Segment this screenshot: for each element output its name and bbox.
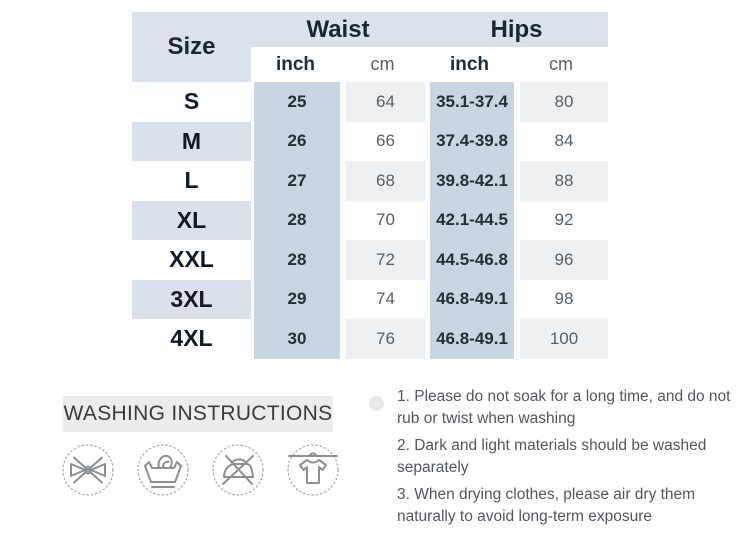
do-not-iron-icon bbox=[212, 444, 264, 496]
hand-wash-icon bbox=[137, 444, 189, 496]
waist-cm-cell: 70 bbox=[340, 201, 425, 241]
hips-cm-cell: 92 bbox=[514, 201, 608, 241]
hips-cm-cell: 98 bbox=[514, 280, 608, 320]
size-table bbox=[132, 12, 608, 359]
size-cell: M bbox=[132, 122, 251, 162]
waist-cm-cell: 68 bbox=[340, 161, 425, 201]
instruction-item-2: 2. Dark and light materials should be washed separately bbox=[397, 437, 707, 476]
size-cell: 4XL bbox=[132, 319, 251, 359]
waist-inch-cell: 25 bbox=[251, 82, 340, 122]
hips-cm-header: cm bbox=[514, 47, 608, 82]
do-not-wring-icon bbox=[62, 444, 114, 496]
waist-inch-cell: 30 bbox=[251, 319, 340, 359]
waist-inch-cell: 28 bbox=[251, 240, 340, 280]
instructions-bullet-dot bbox=[369, 396, 384, 411]
hips-inch-cell: 46.8-49.1 bbox=[425, 280, 514, 320]
care-instructions-text bbox=[397, 386, 737, 533]
waist-inch-cell: 28 bbox=[251, 201, 340, 241]
size-cell: L bbox=[132, 161, 251, 201]
waist-inch-header: inch bbox=[251, 47, 340, 82]
hips-inch-cell: 39.8-42.1 bbox=[425, 161, 514, 201]
hips-cm-cell: 80 bbox=[514, 82, 608, 122]
waist-group-header: Waist bbox=[251, 12, 425, 47]
washing-instructions-title: WASHING INSTRUCTIONS bbox=[63, 396, 333, 432]
hang-dry-icon bbox=[287, 444, 339, 496]
hips-cm-cell: 96 bbox=[514, 240, 608, 280]
care-icons-row bbox=[62, 444, 339, 496]
waist-cm-cell: 72 bbox=[340, 240, 425, 280]
hips-group-header: Hips bbox=[425, 12, 608, 47]
hips-cm-cell: 84 bbox=[514, 122, 608, 162]
size-cell: 3XL bbox=[132, 280, 251, 320]
waist-cm-header: cm bbox=[340, 47, 425, 82]
waist-cm-cell: 74 bbox=[340, 280, 425, 320]
size-cell: S bbox=[132, 82, 251, 122]
waist-inch-cell: 27 bbox=[251, 161, 340, 201]
hips-inch-cell: 44.5-46.8 bbox=[425, 240, 514, 280]
waist-cm-cell: 64 bbox=[340, 82, 425, 122]
waist-inch-cell: 26 bbox=[251, 122, 340, 162]
waist-cm-cell: 76 bbox=[340, 319, 425, 359]
hips-cm-cell: 88 bbox=[514, 161, 608, 201]
hips-inch-cell: 46.8-49.1 bbox=[425, 319, 514, 359]
waist-cm-cell: 66 bbox=[340, 122, 425, 162]
hips-cm-cell: 100 bbox=[514, 319, 608, 359]
size-column-header: Size bbox=[132, 12, 251, 82]
hips-inch-cell: 42.1-44.5 bbox=[425, 201, 514, 241]
hips-inch-cell: 35.1-37.4 bbox=[425, 82, 514, 122]
size-cell: XXL bbox=[132, 240, 251, 280]
instruction-item-3: 3. When drying clothes, please air dry them naturally to avoid long-term exposure bbox=[397, 486, 696, 525]
hips-inch-header: inch bbox=[425, 47, 514, 82]
instruction-item-1: 1. Please do not soak for a long time, and do not rub or twist when washing bbox=[397, 388, 731, 427]
hips-inch-cell: 37.4-39.8 bbox=[425, 122, 514, 162]
waist-inch-cell: 29 bbox=[251, 280, 340, 320]
size-cell: XL bbox=[132, 201, 251, 241]
